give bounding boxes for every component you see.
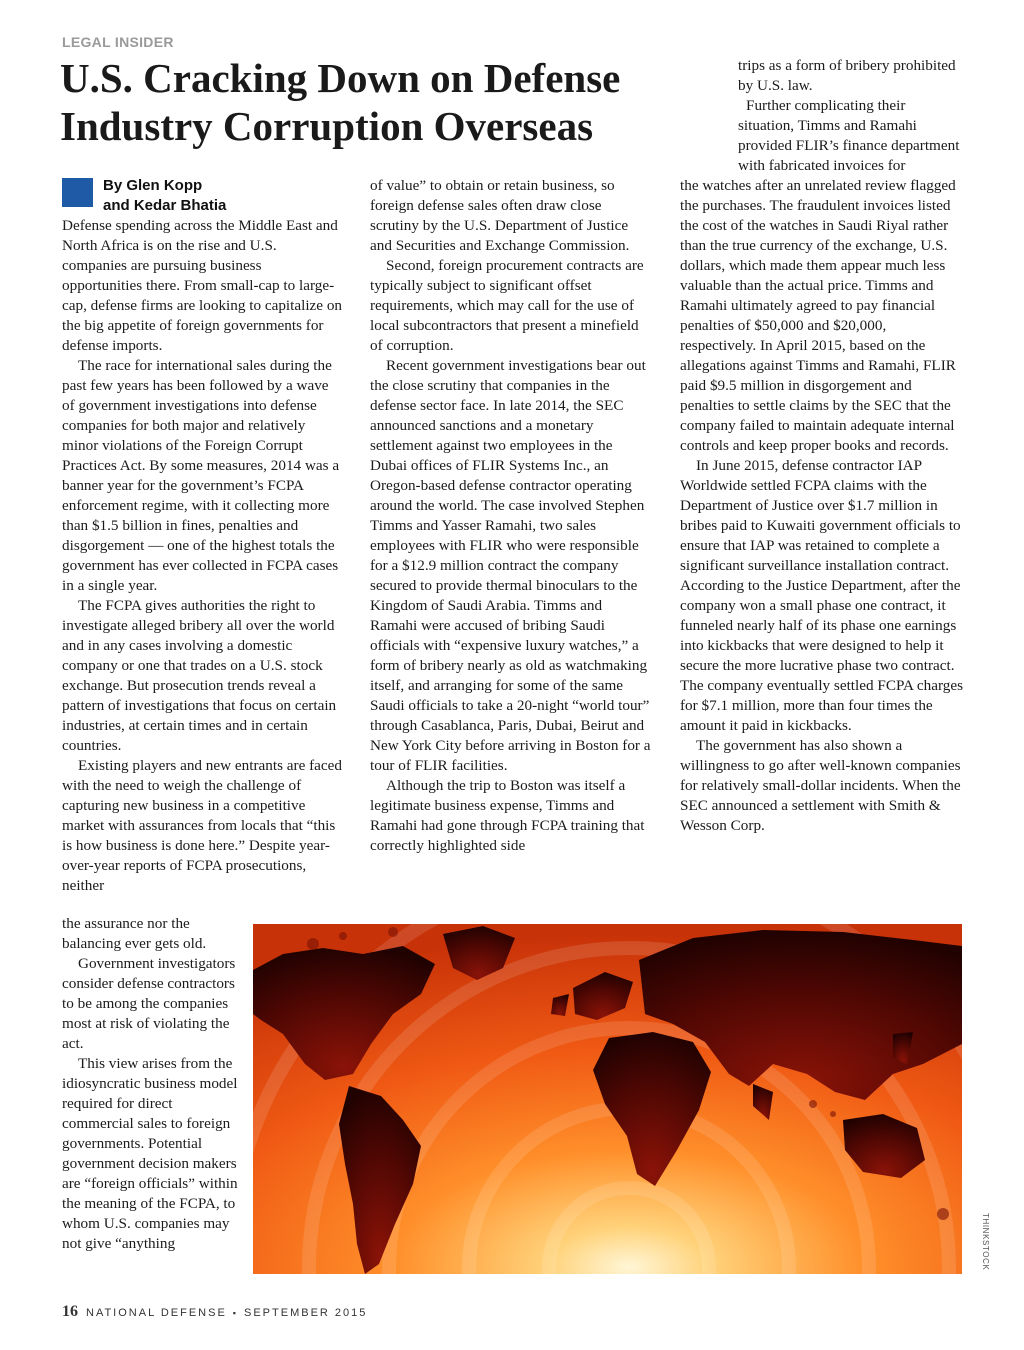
- image-credit: [981, 1213, 1024, 1273]
- column-2: [370, 176, 653, 856]
- column-3: [680, 176, 964, 836]
- paragraph: the assurance nor the balancing ever gets old.: [62, 915, 207, 952]
- world-map-illustration: [253, 924, 962, 1274]
- issue-date: SEPTEMBER 2015: [244, 1307, 368, 1319]
- image-credit-text: THINKSTOCK: [981, 1213, 990, 1271]
- paragraph: Existing players and new entrants are faced with the need to weigh the challenge of capturing new business in a competitive market with assurances from locals that “this is how business is done here.” Despite year-over-year reports of FCPA prosecutions, neither: [62, 757, 342, 894]
- paragraph: In June 2015, defense contractor IAP Worldwide settled FCPA claims with the Department of Justice over $1.7 million in bribes paid to Kuwaiti government officials to ensure that IAP was retained to complete a significant surveillance installation contract. According to the Justice Department, after the company won a small phase one contract, it funneled nearly half of its phase one earnings into kickbacks that were designed to help it secure the more lucrative phase two contract. The company eventually settled FCPA charges for $7.1 million, more than four times the amount it paid in kickbacks.: [680, 457, 964, 734]
- paragraph: trips as a form of bribery prohibited by U.S. law.: [738, 57, 956, 94]
- byline-line-1: By Glen Kopp: [103, 177, 203, 194]
- page-number: 16: [62, 1303, 78, 1320]
- section-label: LEGAL INSIDER: [62, 34, 174, 50]
- page-footer: [62, 1303, 367, 1321]
- paragraph: Further complicating their situation, Timms and Ramahi provided FLIR’s finance department with fabricated invoices for: [738, 97, 960, 174]
- paragraph: The FCPA gives authorities the right to investigate alleged bribery all over the world and in any cases involving a domestic company or one that trades on a U.S. stock exchange. But prosecution trends reveal a pattern of investigations that focus on certain industries, at certain times and in certain countries.: [62, 597, 337, 754]
- byline-line-2: and Kedar Bhatia: [103, 197, 227, 214]
- paragraph: The race for international sales during the past few years has been followed by a wave of government investigations into defense companies for both major and relatively minor violations of the Foreign Corrupt Practices Act. By some measures, 2014 was a banner year for the government’s FCPA enforcement regime, with it collecting more than $1.5 billion in fines, penalties and disgorgement — one of the highest totals the government has ever collected in FCPA cases in a single year.: [62, 357, 340, 594]
- paragraph: Recent government investigations bear out the close scrutiny that companies in the defense sector face. In late 2014, the SEC announced sanctions and a monetary settlement against two employees in the Dubai offices of FLIR Systems Inc., an Oregon-based defense contractor operating around the world. The case involved Stephen Timms and Yasser Ramahi, two sales employees with FLIR who were responsible for a $12.9 million contract the company secured to provide thermal binoculars to the Kingdom of Saudi Arabia. Timms and Ramahi were accused of bribing Saudi officials with “expensive luxury watches,” a form of bribery nearly as old as watchmaking itself, and arranging for some of the same Saudi officials to take a 20-night “world tour” through Casablanca, Paris, Dubai, Beirut and New York City before arriving in Boston for a tour of FLIR facilities.: [370, 357, 651, 774]
- column-3-top: [738, 56, 964, 176]
- publication-name: NATIONAL DEFENSE: [86, 1307, 227, 1319]
- paragraph: Second, foreign procurement contracts are typically subject to significant offset requirements, which may call for the use of local subcontractors that present a minefield of corruption.: [370, 257, 644, 354]
- byline: [103, 176, 226, 216]
- byline-accent-square: [62, 178, 93, 207]
- paragraph: Defense spending across the Middle East and North Africa is on the rise and U.S. companies are pursuing business opportunities there. From small-cap to large-cap, defense firms are looking to capitalize on the big appetite of foreign governments for defense imports.: [62, 217, 343, 354]
- world-map-graphic: [253, 924, 962, 1274]
- paragraph: This view arises from the idiosyncratic business model required for direct commercial sales to foreign governments. Potential government decision makers are “foreign officials” within the meaning of the FCPA, to whom U.S. companies may not give “anything: [62, 1055, 238, 1252]
- footer-separator: ▪: [232, 1308, 238, 1318]
- paragraph: Government investigators consider defense contractors to be among the companies most at risk of violating the act.: [62, 955, 236, 1052]
- paragraph: The government has also shown a willingness to go after well-known companies for relatively small-dollar incidents. When the SEC announced a settlement with Smith & Wesson Corp.: [680, 737, 961, 834]
- paragraph: Although the trip to Boston was itself a legitimate business expense, Timms and Ramahi had gone through FCPA training that correctly highlighted side: [370, 777, 645, 854]
- column-1-top: [62, 216, 344, 896]
- paragraph: the watches after an unrelated review flagged the purchases. The fraudulent invoices listed the cost of the watches in Saudi Riyal rather than the true currency of the exchange, U.S. dollars, which made them appear much less valuable than the actual price. Timms and Ramahi ultimately agreed to pay financial penalties of $50,000 and $20,000, respectively. In April 2015, based on the allegations against Timms and Ramahi, FLIR paid $9.5 million in disgorgement and penalties to settle claims by the SEC that the company failed to maintain adequate internal controls and keep proper books and records.: [680, 177, 956, 454]
- column-1-bottom: [62, 914, 238, 1254]
- article-headline: U.S. Cracking Down on Defense Industry Corruption Overseas: [60, 55, 621, 149]
- paragraph: of value” to obtain or retain business, so foreign defense sales often draw close scrutiny by the U.S. Department of Justice and Securities and Exchange Commission.: [370, 177, 630, 254]
